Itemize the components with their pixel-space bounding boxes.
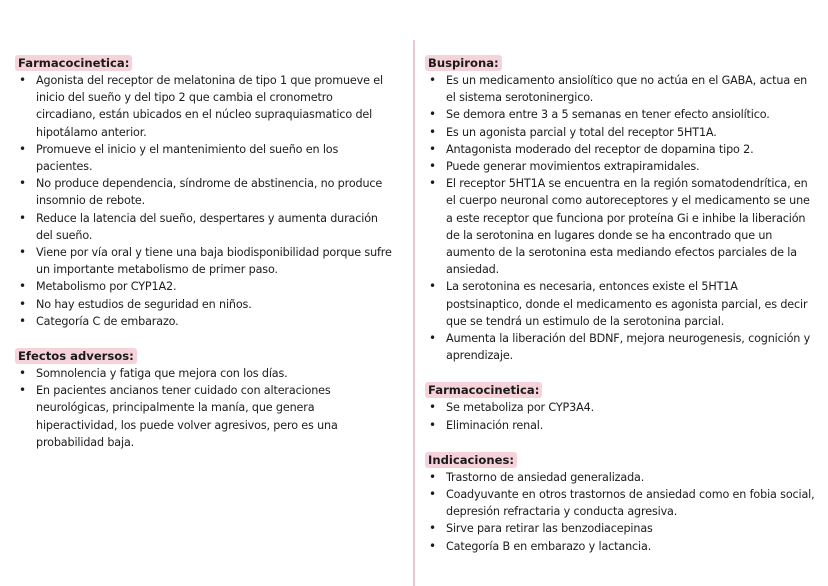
list-item: • Es un agonista parcial y total del receptor 5HT1A. bbox=[426, 124, 816, 141]
bullet-list bbox=[426, 469, 816, 555]
bullet-list bbox=[16, 365, 394, 451]
list-item: • La serotonina es necesaria, entonces existe el 5HT1A postsinaptico, donde el medicamento es agonista parcial, es decir que se tendrá un estimulo de la serotonina parcial. bbox=[426, 278, 816, 330]
section-farmacocinetica-ramelteon bbox=[16, 52, 394, 330]
list-item: • Aumenta la liberación del BDNF, mejora neurogenesis, cognición y aprendizaje. bbox=[426, 330, 816, 364]
bullet-list bbox=[426, 72, 816, 364]
section-heading: Farmacocinetica: bbox=[425, 382, 542, 398]
list-item: • Categoría B en embarazo y lactancia. bbox=[426, 538, 816, 555]
list-item: • Promueve el inicio y el mantenimiento del sueño en los pacientes. bbox=[16, 141, 394, 175]
list-item: • Eliminación renal. bbox=[426, 417, 816, 434]
list-item: • Reduce la latencia del sueño, despertares y aumenta duración del sueño. bbox=[16, 210, 394, 244]
list-item: • Se demora entre 3 a 5 semanas en tener efecto ansiolítico. bbox=[426, 106, 816, 123]
list-item: • Sirve para retirar las benzodiacepinas bbox=[426, 520, 816, 537]
section-heading: Indicaciones: bbox=[425, 452, 517, 468]
list-item: • Puede generar movimientos extrapiramidales. bbox=[426, 158, 816, 175]
bullet-list bbox=[426, 399, 816, 433]
list-item: • En pacientes ancianos tener cuidado con alteraciones neurológicas, principalmente la manía, que genera hiperactividad, los puede volver agresivos, pero es una probabilidad baja. bbox=[16, 382, 394, 451]
list-item: • Se metaboliza por CYP3A4. bbox=[426, 399, 816, 416]
list-item: • Coadyuvante en otros trastornos de ansiedad como en fobia social, depresión refractaria y conducta agresiva. bbox=[426, 486, 816, 520]
right-column bbox=[426, 52, 816, 570]
list-item: • El receptor 5HT1A se encuentra en la región somatodendrítica, en el cuerpo neuronal como autoreceptores y el medicamento se une a este receptor que funciona por proteína Gi e inhibe la liberación de la serotonina en lugares donde se ha encontrado que un aumento de la serotonina esta mediando efectos parciales de la ansiedad. bbox=[426, 175, 816, 278]
section-heading: Efectos adversos: bbox=[15, 348, 137, 364]
list-item: • Es un medicamento ansiolítico que no actúa en el GABA, actua en el sistema serotoninergico. bbox=[426, 72, 816, 106]
section-efectos-adversos bbox=[16, 345, 394, 451]
section-heading: Buspirona: bbox=[425, 55, 502, 71]
column-divider bbox=[413, 40, 415, 586]
bullet-list bbox=[16, 72, 394, 330]
list-item: • Categoría C de embarazo. bbox=[16, 313, 394, 330]
list-item: • Trastorno de ansiedad generalizada. bbox=[426, 469, 816, 486]
section-buspirona bbox=[426, 52, 816, 364]
section-indicaciones bbox=[426, 449, 816, 555]
list-item: • Antagonista moderado del receptor de dopamina tipo 2. bbox=[426, 141, 816, 158]
list-item: • No produce dependencia, síndrome de abstinencia, no produce insomnio de rebote. bbox=[16, 175, 394, 209]
list-item: • Viene por vía oral y tiene una baja biodisponibilidad porque sufre un importante metabolismo de primer paso. bbox=[16, 244, 394, 278]
section-farmacocinetica-buspirona bbox=[426, 379, 816, 433]
section-heading: Farmacocinetica: bbox=[15, 55, 132, 71]
list-item: • No hay estudios de seguridad en niños. bbox=[16, 296, 394, 313]
list-item: • Somnolencia y fatiga que mejora con los días. bbox=[16, 365, 394, 382]
list-item: • Metabolismo por CYP1A2. bbox=[16, 278, 394, 295]
left-column bbox=[16, 52, 394, 466]
list-item: • Agonista del receptor de melatonina de tipo 1 que promueve el inicio del sueño y del tipo 2 que cambia el cronometro circadiano, están ubicados en el núcleo supraquiasmatico del hipotálamo anterior. bbox=[16, 72, 394, 141]
